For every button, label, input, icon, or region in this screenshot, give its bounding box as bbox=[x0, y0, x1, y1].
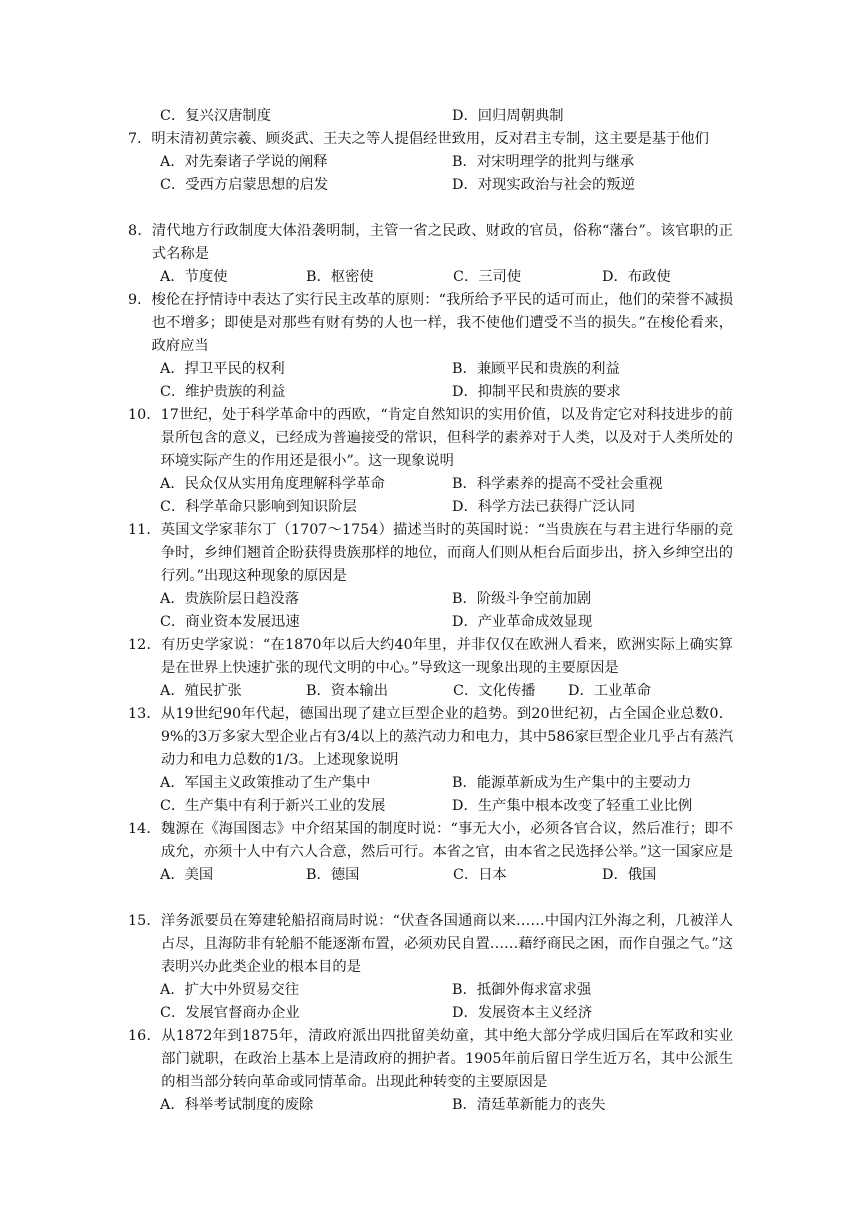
option-a: A．扩大中外贸易交往 bbox=[160, 982, 299, 998]
option-c: C．发展官督商办企业 bbox=[160, 1005, 300, 1021]
option-a: A．捍卫平民的权利 bbox=[160, 361, 285, 377]
option-d: D．布政使 bbox=[602, 269, 671, 285]
option-b: B．清廷革新能力的丧失 bbox=[452, 1097, 606, 1113]
option-a: A．对先秦诸子学说的阐释 bbox=[160, 154, 328, 170]
option-a: A．民众仅从实用角度理解科学革命 bbox=[160, 476, 385, 492]
option-d: D．科学方法已获得广泛认同 bbox=[452, 499, 636, 515]
options bbox=[128, 473, 733, 519]
question-stem: 11．英国文学家菲尔丁（1707～1754）描述当时的英国时说：“当贵族在与君主进行华丽的竞争时，乡绅们翘首企盼获得贵族那样的地位，而商人们则从柜台后面步出，挤入乡绅空出的行列。”出现这种现象的原因是 bbox=[128, 522, 733, 584]
option-c: C．日本 bbox=[453, 867, 507, 883]
options bbox=[128, 588, 733, 634]
option-b: B．资本输出 bbox=[306, 683, 388, 699]
option-d: D．回归周朝典制 bbox=[452, 108, 564, 124]
option-a: A．军国主义政策推动了生产集中 bbox=[160, 775, 371, 791]
question-13 bbox=[128, 703, 733, 818]
question-7 bbox=[128, 128, 733, 197]
option-b: B．科学素养的提高不受社会重视 bbox=[452, 476, 663, 492]
options bbox=[128, 266, 733, 289]
options bbox=[128, 864, 733, 887]
option-b: B．德国 bbox=[306, 867, 360, 883]
option-c: C．科学革命只影响到知识阶层 bbox=[160, 499, 357, 515]
question-stem: 9．梭伦在抒情诗中表达了实行民主改革的原则：“我所给予平民的适可而止，他们的荣誉不减损也不增多；即使是对那些有财有势的人也一样，我不使他们遭受不当的损失。”在梭伦看来，政府应当 bbox=[128, 292, 733, 354]
question-stem: 14．魏源在《海国图志》中介绍某国的制度时说：“事无大小，必须各官合议，然后准行；即不成允，亦须十人中有六人合意，然后可行。本省之官，由本省之民选择公举。”这一国家应是 bbox=[128, 821, 733, 860]
question-12 bbox=[128, 634, 733, 703]
option-a: A．科举考试制度的废除 bbox=[160, 1097, 314, 1113]
option-c: C．商业资本发展迅速 bbox=[160, 614, 300, 630]
option-b: B．对宋明理学的批判与继承 bbox=[452, 154, 635, 170]
options bbox=[128, 1094, 733, 1117]
options bbox=[128, 105, 733, 128]
option-d: D．产业革命成效显现 bbox=[452, 614, 593, 630]
option-c: C．维护贵族的利益 bbox=[160, 384, 286, 400]
options bbox=[128, 680, 733, 703]
options bbox=[128, 979, 733, 1025]
question-stem: 13．从19世纪90年代起，德国出现了建立巨型企业的趋势。到20世纪初，占全国企业总数0．9%的3万多家大型企业占有3/4以上的蒸汽动力和电力，其中586家巨型企业几乎占有蒸汽动力和电力总数的1/3。上述现象说明 bbox=[128, 706, 733, 768]
question-stem: 7．明末清初黄宗羲、顾炎武、王夫之等人提倡经世致用，反对君主专制，这主要是基于他们 bbox=[128, 131, 709, 147]
option-d: D．对现实政治与社会的叛逆 bbox=[452, 177, 636, 193]
option-a: A．节度使 bbox=[160, 269, 228, 285]
option-d: D．工业革命 bbox=[568, 683, 651, 699]
question-9 bbox=[128, 289, 733, 404]
question-14 bbox=[128, 818, 733, 887]
question-stem: 12．有历史学家说：“在1870年以后大约40年里，并非仅仅在欧洲人看来，欧洲实际上确实算是在世界上快速扩张的现代文明的中心。”导致这一现象出现的主要原因是 bbox=[128, 637, 733, 676]
question-11 bbox=[128, 519, 733, 634]
options bbox=[128, 772, 733, 818]
option-a: A．贵族阶层日趋没落 bbox=[160, 591, 299, 607]
option-b: B．兼顾平民和贵族的利益 bbox=[452, 361, 620, 377]
options bbox=[128, 358, 733, 404]
question-stem: 15．洋务派要员在筹建轮船招商局时说：“伏查各国通商以来……中国内江外海之利，几被洋人占尽，且海防非有轮船不能逐渐布置，必须劝民自置……藉纾商民之困，而作自强之气。”这表明兴办此类企业的根本目的是 bbox=[128, 913, 733, 975]
option-b: B．抵御外侮求富求强 bbox=[452, 982, 592, 998]
question-16 bbox=[128, 1025, 733, 1117]
question-stem: 8．清代地方行政制度大体沿袭明制，主管一省之民政、财政的官员，俗称“藩台”。该官职的正式名称是 bbox=[128, 223, 733, 262]
option-d: D．生产集中根本改变了轻重工业比例 bbox=[452, 798, 693, 814]
option-c: C．文化传播 bbox=[453, 683, 536, 699]
question-stem: 10．17世纪，处于科学革命中的西欧，“肯定自然知识的实用价值，以及肯定它对科技进步的前景所包含的意义，已经成为普遍接受的常识，但科学的素养对于人类，以及对于人类所处的环境实际产生的作用还是很小”。这一现象说明 bbox=[128, 407, 733, 469]
option-c: C．复兴汉唐制度 bbox=[160, 108, 272, 124]
question-10 bbox=[128, 404, 733, 519]
option-c: C．三司使 bbox=[453, 269, 522, 285]
option-c: C．受西方启蒙思想的启发 bbox=[160, 177, 329, 193]
option-b: B．能源革新成为生产集中的主要动力 bbox=[452, 775, 692, 791]
question-6-tail bbox=[128, 105, 733, 128]
option-b: B．阶级斗争空前加剧 bbox=[452, 591, 592, 607]
option-a: A．美国 bbox=[160, 867, 214, 883]
option-d: D．俄国 bbox=[602, 867, 657, 883]
option-d: D．抑制平民和贵族的要求 bbox=[452, 384, 621, 400]
options bbox=[128, 151, 733, 197]
option-a: A．殖民扩张 bbox=[160, 683, 242, 699]
question-stem: 16．从1872年到1875年，清政府派出四批留美幼童，其中绝大部分学成归国后在军政和实业部门就职，在政治上基本上是清政府的拥护者。1905年前后留日学生近万名，其中公派生的相当部分转向革命或同情革命。出现此种转变的主要原因是 bbox=[128, 1028, 733, 1090]
option-b: B．枢密使 bbox=[306, 269, 374, 285]
option-c: C．生产集中有利于新兴工业的发展 bbox=[160, 798, 386, 814]
option-d: D．发展资本主义经济 bbox=[452, 1005, 593, 1021]
question-8 bbox=[128, 220, 733, 289]
question-15 bbox=[128, 910, 733, 1025]
